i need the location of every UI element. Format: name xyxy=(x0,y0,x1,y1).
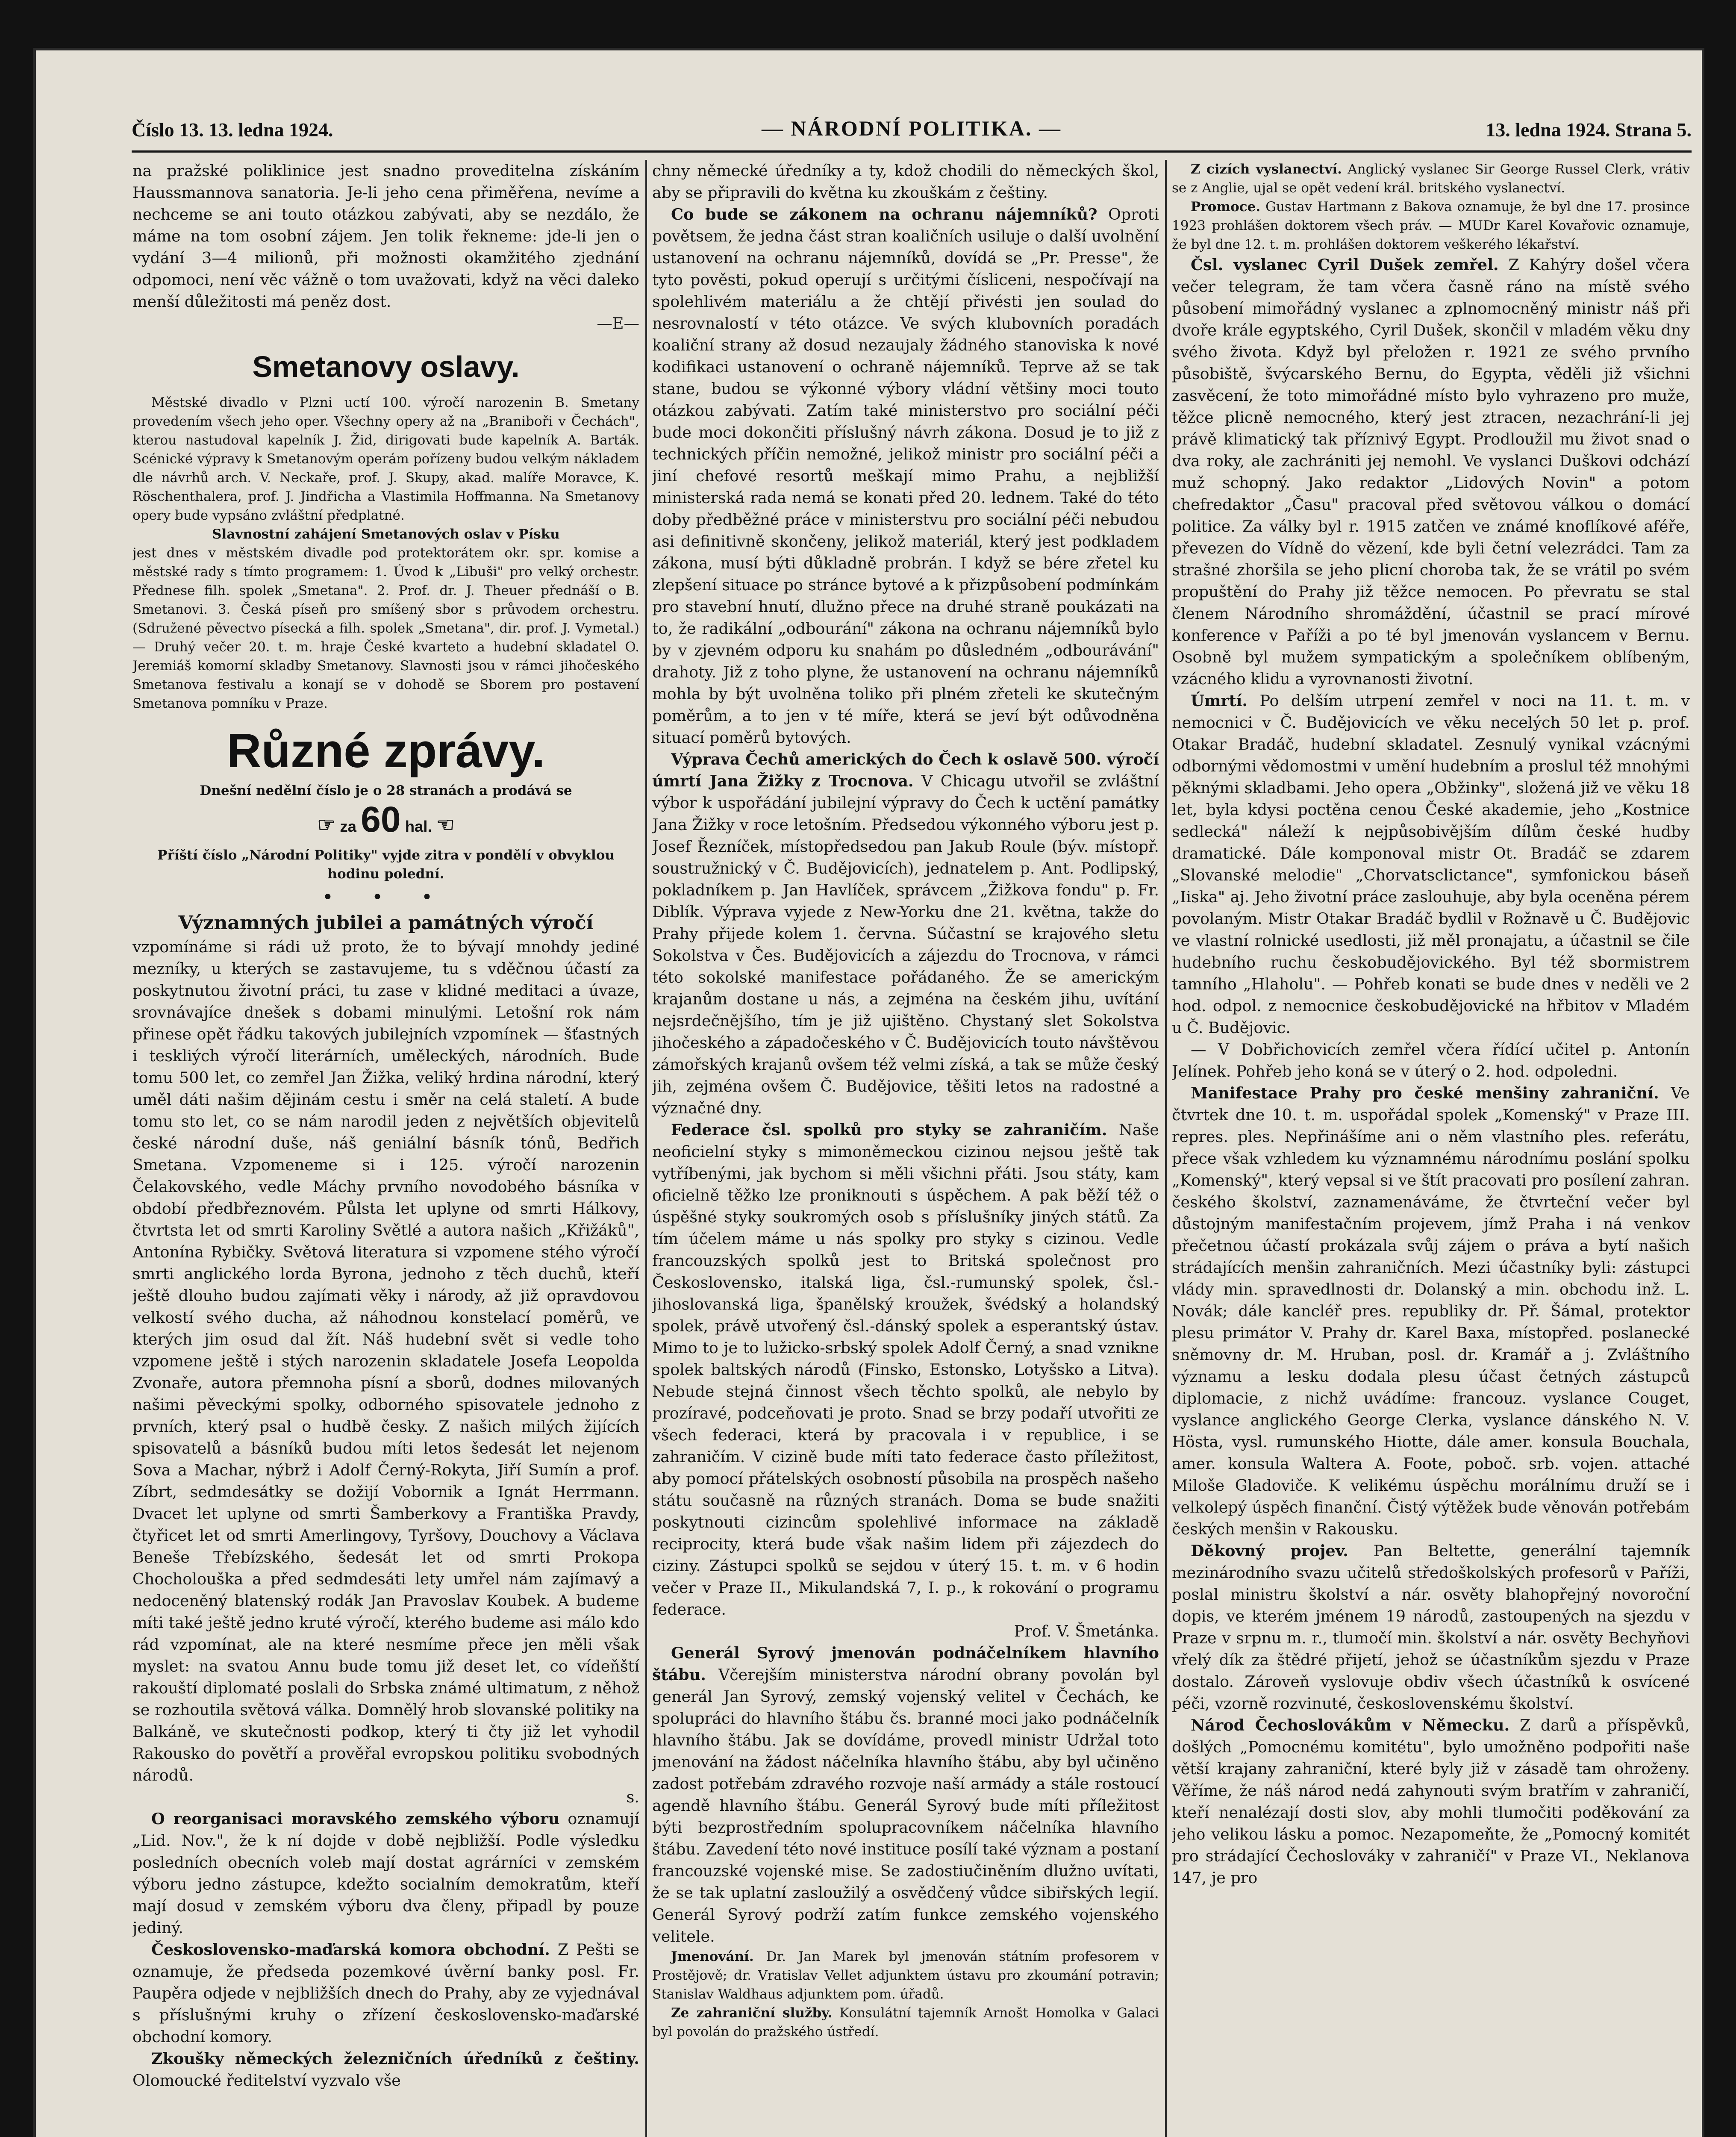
article-dekovny-projev xyxy=(1172,1540,1690,1714)
item-title: Generál Syrový jmenován podnáčelníkem hlavního štábu. xyxy=(652,1644,1159,1684)
separator-dots: • • • xyxy=(323,888,449,906)
page-header xyxy=(132,118,1692,153)
column-2 xyxy=(652,160,1159,2137)
headline-smetana: Smetanovy oslavy. xyxy=(252,350,520,383)
paragraph-text: Městské divadlo v Plzni uctí 100. výročí narozenin B. Smetany provedením všech jeho oper. Všechny opery až na „Braniboři v Čechách", kterou nastudoval kapelník J. Žid, dirigovati bude kapelník A. Barták. Scénické výpravy k Smetanovým operám pořízeny budou velkým nákladem dle návrhů arch. V. Neckaře, prof. J. Skupy, akad. malíře Moravce, K. Röschenthalera, prof. J. Jindřicha a Vlastimila Hoffmanna. Na Smetanovy opery bude vypsáno zvláštní předplatné. xyxy=(132,395,639,523)
article-manifestace xyxy=(1172,1082,1690,1540)
article-cizi xyxy=(1172,160,1690,197)
pointing-hand-icon: ☜ xyxy=(436,814,455,836)
item-text: Po delším utrpení zemřel v noci na 11. t. m. v nemocnici v Č. Budějovicích ve věku necelých 50 let p. prof. Otakar Bradáč, hudební skladatel. Zesnulý vynikal vzácnými odbornými vědomostmi v umění hudebním a proslul též mnohými pěknými skladbami. Jeho opera „Obžinky", složená již ve věku 18 let, byla kdysi poctěna cenou České akademie, jeho „Kostnice sedlecká" náleží k nejpůsobivějším dílům české hudby dramatické. Dále komponoval mistr Ot. Bradáč se zdarem „Slovanské melodie" „Chorvatsclictance", symfonickou báseň „Iiska" aj. Jeho životní práce zaslouhuje, aby byla oceněna pérem povolaným. Mistr Otakar Bradáč bydlil v Rožnavě u Č. Budějovic ve vlastní rolnické usedlosti, již měl pronajatu, a účastnil se čile hudebního ruchu českobudějovického. Byl též sbormistrem tamního „Hlaholu". — Pohřeb konati se bude dnes v neděli ve 2 hod. odpol. z nemocnice českobudějovické na hřbitov v Mladém u Č. Budějovic. xyxy=(1172,692,1690,1037)
item-title: Úmrtí. xyxy=(1191,692,1248,710)
article-jmenovani xyxy=(652,1947,1159,2004)
subheadline: Slavnostní zahájení Smetanových oslav v Písku xyxy=(212,527,560,542)
article-zahranicni xyxy=(652,2004,1159,2041)
column-divider xyxy=(645,160,647,2137)
item-text: Z Kahýry došel včera večer telegram, že tam včera časně ráno na místě svého působení mimořádný vyslanec a zplnomocněný ministr náš při dvoře krále egyptského, Cyril Dušek, skončil v mladém věku dny svého života. Když byl přeložen r. 1921 ze svého prvního působiště, švýcarského Bernu, do Egypta, věděli již všichni zasvěcení, že toto mimořádné místo bylo vyhrazeno pro muže, těžce plicně nemocného, který jest ztracen, nezachrání-li jej právě klimatický tak příznivý Egypt. Prodloužil mu život snad o dva roky, ale zachrániti jej nemohl. Ve vyslanci Duškovi odchází muž schopný. Jako redaktor „Lidových Novin" a potom chefredaktor „Času" pracoval před světovou válkou o domácí politice. Za války byl r. 1915 zatčen ve známé knoflíkové aféře, převezen do Vídně do vězení, kde byli četní velezrádci. Tam za strašné zhoršila se jeho plicní choroba tak, že se vrátil po svém propuštění do Prahy již těžce nemocen. Po převratu se stal členem Národního shromáždění, účastnil se prací mírové konference v Paříži a po té byl jmenován vyslancem v Bernu. Osobně byl mužem sympatickým a společníkem oblíbeným, vzácného klidu a vyrovnanosti životní. xyxy=(1172,256,1690,688)
item-text: Naše neoficielní styky s mimoněmeckou cizinou nejsou ještě tak vytříbenými, jak bychom si měli všichni přáti. Jsou státy, kam oficielně těžko lze proniknouti s úspěchem. A pak běží též o úspěšné styky soukromých osob s příslušníky jiných států. Za tím účelem máme u nás spolky pro styky s cizinou. Vedle francouzských spolků jest to Britská společnost pro Československo, italská liga, čsl.-rumunský spolek, čsl.-jihoslovanská liga, španělský kroužek, švédský a holandský spolek, právě utvořený čsl.-dánský spolek a esperantský ústav. Mimo to je to lužicko-srbský spolek Adolf Černý, a snad vznikne spolek baltských národů (Finsko, Estonsko, Lotyšsko a Litva). Nebude stejná činnost všech těchto spolků, ale nebylo by prozíravé, podceňovati je proto. Snad se brzy podaří utvořiti ze všech federaci, která by pracovala i v republice, i se zahraničím. V cizině bude míti tato federace často příležitost, aby pomocí přátelských osobností působila na prospěch našeho státu současně na různých stranách. Doma se bude snažiti poskytnouti cizincům spolehlivé informace na základě reciprocity, která bude však našim lidem při zájezdech do ciziny. Zástupci spolků se sejdou v úterý 15. t. m. v 6 hodin večer v Praze II., Mikulandská 7, I. p., k rokování o programu federace. xyxy=(652,1121,1159,1619)
item-text: Ve čtvrtek dne 10. t. m. uspořádal spolek „Komenský" v Praze III. repres. ples. Nepřinášíme ani o něm vlastního ples. referátu, přece však vzhledem ku významnému národnímu poslání spolku „Komenský", který vepsal si ve štít pracovati pro posílení zahran. českého školství, zaznamenáváme, že čtvrteční večer byl důstojným manifestačním projevem, jímž Praha i ná venkov přečetnou účastí prokázala svůj zájem o práva a bytí našich strádajících menšin zahraničních. Mezi účastníky byli: zástupci vlády min. spravedlnosti dr. Dolanský a min. obchodu inž. L. Novák; dále kancléř pres. republiky dr. Př. Šámal, protektor plesu primátor V. Prahy dr. Karel Baxa, místopřed. poslanecké sněmovny dr. M. Hruban, posl. dr. Kramář a j. Zvláštního významu a lesku dodala plesu účast četných zástupců diplomacie, z nichž uvádíme: francouz. vyslance Couget, vyslance anglického George Clerka, vyslance dánského N. V. Hösta, vysl. rumunského Hiotte, dále amer. konsula Bouchala, amer. konsula Waltera A. Foote, poboč. srb. vojen. attaché Miloše Gladoviče. K velikému úspěchu morálnímu druží se i velkolepý úspěch finanční. Čistý výtěžek bude věnován potřebám českých menšin v Rakousku. xyxy=(1172,1084,1690,1538)
article-zkousky xyxy=(132,2048,639,2091)
article-paragraph xyxy=(132,393,639,525)
article-vyprava xyxy=(652,748,1159,1119)
item-title: Jmenování. xyxy=(671,1949,754,1964)
article-najem xyxy=(652,203,1159,748)
article-paragraph: jest dnes v městském divadle pod protektorátem okr. spr. komise a městské rady s tímto programem: 1. Úvod k „Libuši" pro velký orchestr. Přednese filh. spolek „Smetana". 2. Prof. dr. J. Theuer přednáší o B. Smetanovi. 3. Česká píseň pro smíšený sbor s průvodem orchestru. (Sdružené pěvectvo písecká a filh. spolek „Smetana", dir. prof. J. Vymetal.) — Druhý večer 20. t. m. hraje České kvarteto a hudební skladatel O. Jeremiáš komorní skladby Smetanovy. Slavnosti jsou v rámci jihočeského Smetanova festivalu a konají se v dohodě se Sborem pro postavení Smetanova pomníku v Praze. xyxy=(132,545,639,711)
item-title: Promoce. xyxy=(1191,199,1261,215)
article-continuation: na pražské poliklinice jest snadno proveditelna získáním Haussmannova sanatoria. Je-li jeho cena přiměřena, nevíme a nechceme se ani touto otázkou zabývati, aby se nezdálo, že máme na tom osobní zájem. Jen tolik řekneme: jde-li jen o vydání 3—4 milionů, při možnosti okamžitého zjednání odpomoci, není věc vážně o tom uvažovati, když na věci daleko menší důležitosti má peněz dost. xyxy=(132,162,639,311)
item-title: O reorganisaci moravského zemského výboru xyxy=(151,1810,560,1828)
article-signature: —E— xyxy=(597,314,639,333)
article-umrti-2: — V Dobřichovicích zemřel včera řídící učitel p. Antonín Jelínek. Pohřeb jeho koná se v úterý o 2. hod. odpoledni. xyxy=(1172,1040,1690,1080)
article-moravia xyxy=(132,1808,639,1939)
item-text: Gustav Hartmann z Bakova oznamuje, že byl dne 17. prosince 1923 prohlášen doktorem všech práv. — MUDr Karel Kovařovic oznamuje, že byl dne 12. t. m. prohlášen doktorem veškerého lékařství. xyxy=(1172,199,1690,252)
item-title: Děkovný projev. xyxy=(1191,1542,1348,1560)
article-signature: Prof. V. Šmetánka. xyxy=(1014,1622,1159,1640)
item-title: Zkoušky německých železničních úředníků z češtiny. xyxy=(151,2049,639,2068)
article-narod xyxy=(1172,1714,1690,1889)
column-divider xyxy=(1165,160,1167,2137)
item-text: Dr. Jan Marek byl jmenován státním profesorem v Prostějově; dr. Vratislav Vellet adjunktem ústavu pro zkoumání potravin; Stanislav Waldhaus adjunktem pom. úřadů. xyxy=(652,1949,1159,2002)
item-text: Konsulátní tajemník Arnošt Homolka v Galaci byl povolán do pražského ústředí. xyxy=(652,2005,1159,2040)
article-federace xyxy=(652,1119,1159,1620)
pointing-hand-icon: ☞ xyxy=(317,814,336,836)
article-signature: s. xyxy=(626,1788,639,1806)
header-issue-date: Číslo 13. 13. ledna 1924. xyxy=(132,119,333,141)
item-title: Čsl. vyslanec Cyril Dušek zemřel. xyxy=(1191,256,1499,274)
article-umrti xyxy=(1172,690,1690,1039)
item-title: Z cizích vyslanectví. xyxy=(1191,162,1342,177)
item-title: Výprava Čechů amerických do Čech k oslavě 500. výročí úmrtí Jana Žižky z Trocnova. xyxy=(652,750,1159,790)
price-value: 60 xyxy=(361,799,401,839)
item-text: Pan Beltette, generální tajemník mezinárodního svazu učitelů středoškolských profesorů v Paříži, poslal ministru školství a nár. osvěty blahopřejný novoroční dopis, ve kterém jménem 19 národů, zastoupených na sjezdu v Praze v srpnu m. r., tlumočí min. školství a nár. osvěty Bechyňovi vřelý dík za štědré přijetí, jehož se účastníkům sjezdu v Praze dostalo. Zároveň vyslovuje obdiv všech účastníků k osvícené péči, vzorně rozvinuté, československému školství. xyxy=(1172,1542,1690,1713)
item-text: Olomoucké ředitelství vyzvalo vše xyxy=(132,2071,401,2090)
price-notice xyxy=(132,800,639,846)
item-text: Anglický vyslanec Sir George Russel Clerk, vrátiv se z Anglie, ujal se opět vedení král. britského vyslanectví. xyxy=(1172,162,1690,196)
item-text: Oproti povětsem, že jedna část stran koaličních usiluje o další uvolnění ustanovení na ochranu nájemníků, dovídá se „Pr. Presse", že tyto pověsti, pokud operují s určitými čísliceni, nespočívají na spolehlivém materiálu a že chtějí přivésti jen soulad do nesrovnalostí v této otázce. Ve svých klubovních poradách koaliční strany až dosud nezaujaly žádného stanoviska k nové kodifikaci ustanovení o ochraně nájemníků. Teprve až se tak stane, budou se výkonné výbory vládní většiny moci touto otázkou zabývati. Zatím také ministerstvo pro sociální péči bude moci dokončiti příslušný návrh zákona. Dosud je to již z technických příčin nemožné, jelikož ministr pro sociální péči a jiní chefové resortů meškají mimo Prahu, a nejbližší ministerská rada nemá se konati před 20. lednem. Také do této doby předběžné práce v ministerstvu pro sociální péči nebudou asi definitivně skončeny, jelikož materiál, který jest podkladem zákona, musí býti důkladně probrán. I když se bére zřetel ku zlepšení situace po stránce bytové a k přizpůsobení podmínkám pro stavební hnutí, dlužno přece na druhé straně poukázati na to, že radikální „odbourání" zákona na ochranu nájemníků bylo by v zjevném odporu ku snahám po důsledném „odbourávání" drahoty. Již z toho plyne, že ustanovení na ochranu nájemníků mohla by být uvolněna toliko při plném zřeteli ke skutečným poměrům, a to jen v té míře, která se jeví být odůvodněna situací poměrů bytových. xyxy=(652,205,1159,747)
column-3 xyxy=(1172,160,1690,2137)
item-title: Co bude se zákonem na ochranu nájemníků? xyxy=(671,205,1098,224)
item-text: Z Pešti se oznamuje, že předseda pozemkové úvěrní banky posl. Fr. Paupěra odjede v nejbližších dnech do Prahy, aby ze vyjednával s příslušnými kruhy o zřízení československo-maďarské obchodní komory. xyxy=(132,1940,639,2046)
article-syrovy xyxy=(652,1642,1159,1947)
price-unit: hal. xyxy=(405,818,432,835)
item-title: Ze zahraniční služby. xyxy=(671,2005,833,2021)
article-promoce xyxy=(1172,197,1690,254)
headline-jubilei: Významných jubilei a památných výročí xyxy=(178,912,594,934)
item-title: Národ Čechoslovákům v Německu. xyxy=(1191,1716,1510,1734)
item-title: Manifestace Prahy pro české menšiny zahraniční. xyxy=(1191,1084,1659,1102)
header-rule xyxy=(132,150,1692,153)
article-paragraph: vzpomínáme si rádi už proto, že to bývají mnohdy jediné mezníky, u kterých se zastavujeme, tu s vděčnou účastí za poskytnutou životní práci, tu zase v klidné meditaci a úvaze, srovnávajíce dnešek s dobami minulými. Letošní rok nám přinese opět řádku takových jubilejních vzpomínek — šťastných i teskliých výročí literárních, uměleckých, národních. Bude tomu 500 let, co zemřel Jan Žižka, veliký hrdina národní, který uměl dáti našim dějinám cestu i směr na celá staletí. A bude tomu sto let, co se nám narodil jeden z největších objevitelů české národní duše, náš geniální básník tónů, Bedřich Smetana. Vzpomeneme si i 125. výročí narozenin Čelakovského, vedle Máchy prvního novodobého básníka v období předbřeznovém. Půlsta let uplyne od smrti Hálkovy, čtvrtsta let od smrti Karoliny Světlé a autora našich „Křižáků", Antonína Rybičky. Světová literatura si vzpomene stého výročí smrti anglického lorda Byrona, jednoho z těch duchů, kteří ještě dlouho budou zajímati věky i národy, až již opravdovou velkostí svého ducha, až náhodnou konstelací poměrů, ve kterých jim osud dal žít. Náš hudební svět si vedle toho vzpomene ještě i stých narozenin skladatele Josefa Leopolda Zvonaře, autora přemnoha písní a sborů, dodnes milovaných našimi pěveckými spolky, odborného spisovatele jednoho z prvních, který psal o hudbě česky. Z našich milých žijících spisovatelů a básníků budou míti letos šedesát let nejenom Sova a Machar, nýbrž i Adolf Černý-Rokyta, Jiří Sumín a prof. Zíbrt, sedmdesátky se dožijí Vobornik a Ignát Herrmann. Dvacet let uplyne od smrti Šamberkovy a Františka Pravdy, čtyřicet let od smrti Amerlingovy, Tyršovy, Douchovy a Václava Beneše Třebízského, šedesát let od smrti Prokopa Chocholouška a před sedmdesáti lety umřel nám zajímavý a nedoceněný blatenský rodák Jan Pravoslav Koubek. A budeme míti také ještě jedno kruté výročí, kterého budeme asi málo kdo rád vzpomínat, ale na které nesmíme přece jen měli však myslet: na svatou Annu bude tomu již deset let, co vídeňští rakouští diplomaté poslali do Srbska známé ultimatum, z něhož se rozhoutila světová válka. Domnělý hrob slovanské politiky na Balkáně, ve skutečnosti podkop, který ti čty již let vyhodil Rakousko do povětří a prověřal evropskou politiku svobodných národů. xyxy=(132,938,639,1784)
item-text: oznamují „Lid. Nov.", že k ní dojde v době nejbližší. Podle výsledku posledních obecních voleb mají dostat agrárníci v zemském výboru jedno zástupce, kdežto socialním demokratům, kteří mají dosud v zemském výboru dva členy, připadl by pouze jediný. xyxy=(132,1810,639,1937)
header-page-number: 13. ledna 1924. Strana 5. xyxy=(1486,119,1692,141)
article-continuation: chny německé úředníky a ty, kdož chodili do německých škol, aby se připravili do května ku zkouškám z češtiny. xyxy=(652,162,1159,202)
masthead-title: — NÁRODNÍ POLITIKA. — xyxy=(762,116,1062,140)
article-dusek xyxy=(1172,254,1690,690)
item-title: Federace čsl. spolků pro styky se zahraničím. xyxy=(671,1121,1107,1139)
item-text: V Chicagu utvořil se zvláštní výbor k uspořádání jubilejní výpravy do Čech k uctění památky Jana Žižky v roce letošním. Předsedou výkonného výboru jest p. Josef Řezníček, místopředsedou pan Jakub Roule (býv. místopř. soustružnický v Č. Budějovicích), jednatelem p. Ant. Podlipský, pokladníkem p. Jan Havlíček, správcem „Žižkova fondu" p. Fr. Diblík. Výprava vyjede z New-Yorku dne 21. května, takže do Prahy přijede kolem 1. června. Súčastní se krajového sletu Sokolstva v Čes. Budějovicích a zájezdu do Trocnova, v rámci této sokolské manifestace pořádaného. Že se americkým krajanům dostane u nás, a zejména na českém jihu, uvítání nejsrdečnějšího, tím je již ujištěno. Chystaný slet Sokolstva jihočeského a západočeského v Č. Budějovicích touto návštěvou zámořských krajanů ovšem též velmi získá, a tak se může český jih, zejména ovšem Č. Budějovice, těšiti letos na radostné a význačné dny. xyxy=(652,772,1159,1117)
notice-next-issue: Příští číslo „Národní Politiky" vyjde zitra v pondělí v obvyklou hodinu polední. xyxy=(157,848,615,882)
column-1 xyxy=(132,160,639,2137)
newspaper-page xyxy=(33,48,1704,2137)
item-text: Z darů a příspěvků, došlých „Pomocnému komitétu", bylo umožněno podpořiti naše větší krajany zahraniční, které byly již v zásadě tam ohroženy. Věříme, že náš národ nedá zahynouti svým bratřím v zahraničí, kteří nenalézají dosti slov, aby mohli tlumočiti poděkování za jeho velikou lásku a pomoc. Nezapomeňte, že „Pomocný komitét pro strádající Čechoslováky v zahraničí" v Praze VI., Neklanova 147, je pro xyxy=(1172,1716,1690,1887)
price-za: za xyxy=(340,818,356,835)
item-title: Československo-maďarská komora obchodní. xyxy=(151,1940,550,1959)
headline-ruzne-zpravy: Různé zprávy. xyxy=(227,724,545,777)
article-komora xyxy=(132,1939,639,2048)
notice-pages: Dnešní nedělní číslo je o 28 stranách a prodává se xyxy=(200,783,572,798)
item-text: Včerejším ministerstva národní obrany povolán byl generál Jan Syrový, zemský vojenský velitel v Čechách, ke spolupráci do hlavního štábu čs. branné moci jako podnáčelník hlavního štábu. Jak se dovídáme, provedl ministr Udržal toto jmenování na žádost náčelníka hlavního štábu, aby byl učiněno zadost potřebám zdravého rozvoje naší armády a stále rostoucí agendě hlavního štábu. Generál Syrový bude míti příležitost býti bezprostředním spolupracovníkem náčelníka hlavního štábu. Zavedení této nové instituce posílí také význam a postaní francouzské vojenské mise. Se zadostiučiněním dlužno uvítati, že se tak uplatní zasloužilý a osvědčený vůdce sibiřských legií. Generál Syrový podrží zatím funkce zemského vojenského velitele. xyxy=(652,1666,1159,1946)
